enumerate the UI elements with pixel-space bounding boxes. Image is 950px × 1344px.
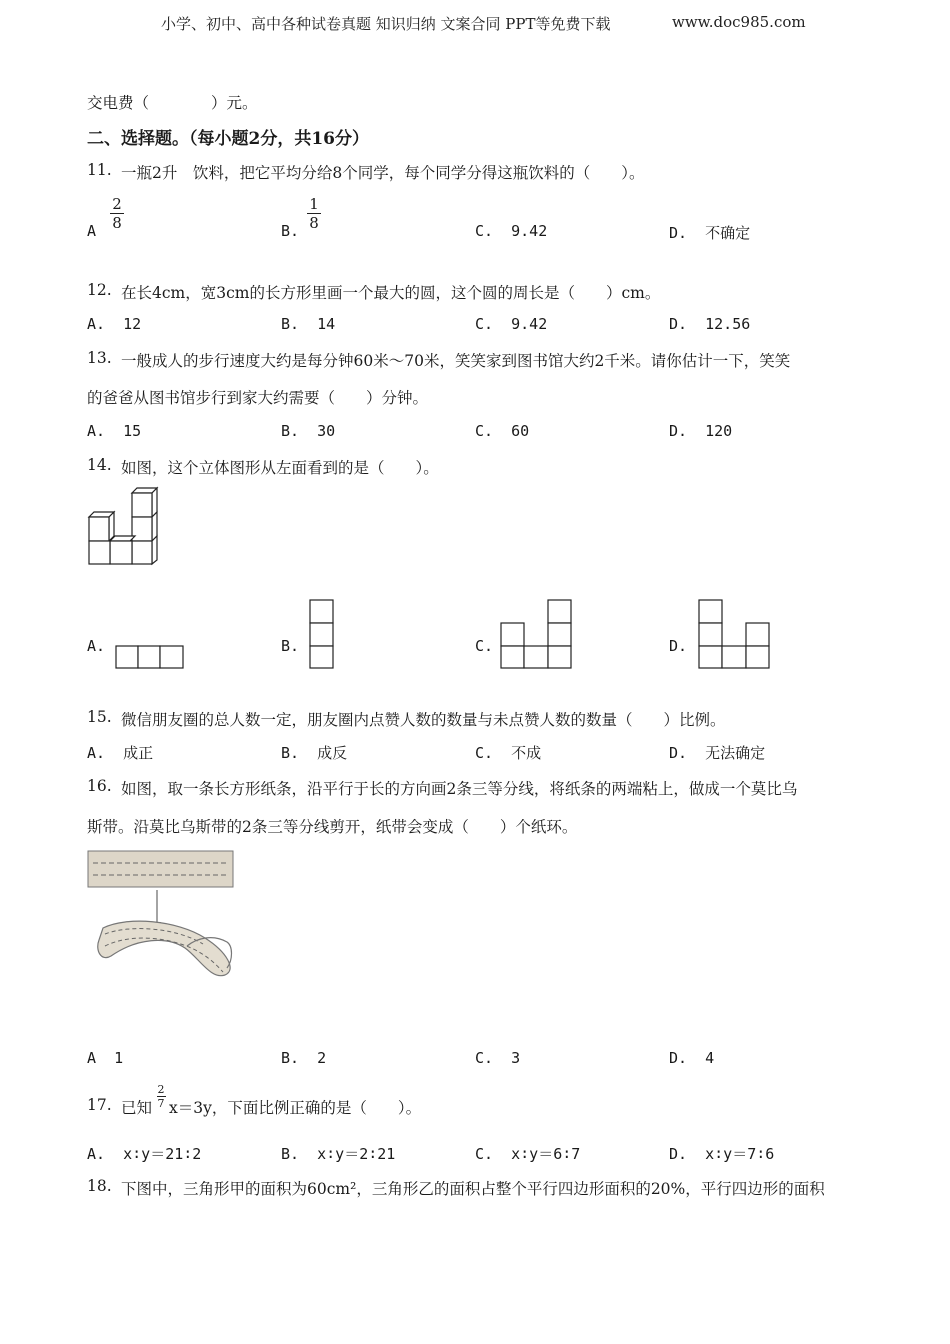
- q14-option-b-figure[interactable]: [309, 599, 335, 670]
- option-label: B.: [281, 315, 300, 333]
- q13-option-a[interactable]: [87, 422, 141, 440]
- option-text: 12: [123, 315, 142, 333]
- option-text: 14: [317, 315, 336, 333]
- q17-text: x＝3y，下面比例正确的是（ ）。: [169, 1099, 422, 1117]
- q12-option-b[interactable]: [281, 315, 335, 333]
- option-label: A.: [87, 744, 106, 762]
- q15-number: 15.: [87, 708, 112, 726]
- option-label: C.: [475, 1145, 494, 1163]
- q17-option-a[interactable]: [87, 1143, 201, 1164]
- option-text: 不确定: [705, 224, 751, 242]
- option-label: D.: [669, 1145, 688, 1163]
- q17-fraction: [155, 1083, 167, 1110]
- q14-option-c-figure[interactable]: [500, 599, 573, 670]
- q13-text-line2: 的爸爸从图书馆步行到家大约需要（ ）分钟。: [87, 389, 429, 407]
- option-text: 120: [705, 422, 733, 440]
- option-text: 9.42: [511, 222, 548, 240]
- q14-option-d-figure[interactable]: [698, 599, 771, 670]
- q16-option-d[interactable]: [669, 1049, 714, 1067]
- top-line: 交电费（ ）元。: [87, 94, 258, 112]
- option-label: A.: [87, 315, 106, 333]
- q11-option-a-fraction[interactable]: [107, 195, 127, 232]
- option-label: B.: [281, 744, 300, 762]
- option-text: 3: [511, 1049, 521, 1067]
- option-text: x∶y＝21∶2: [123, 1145, 202, 1163]
- option-text: 成正: [123, 744, 154, 762]
- q11-option-d[interactable]: [669, 222, 750, 243]
- q13-option-d[interactable]: [669, 422, 732, 440]
- q14-option-d-label[interactable]: D.: [669, 637, 688, 655]
- fraction-numerator: 2: [112, 195, 122, 213]
- option-label: C.: [475, 1049, 494, 1067]
- q18-text: 下图中，三角形甲的面积为60cm²，三角形乙的面积占整个平行四边形面积的20%，平行四边形的面积: [121, 1180, 825, 1198]
- q14-option-a-label[interactable]: A.: [87, 637, 106, 655]
- q15-option-c[interactable]: [475, 742, 541, 763]
- option-label: B.: [281, 1049, 300, 1067]
- option-label: B.: [281, 422, 300, 440]
- q17-option-c[interactable]: [475, 1143, 580, 1164]
- q17-number: 17.: [87, 1096, 112, 1114]
- q15-option-d[interactable]: [669, 742, 765, 763]
- option-text: 30: [317, 422, 336, 440]
- option-label: D.: [669, 224, 688, 242]
- option-label: C.: [475, 744, 494, 762]
- q13-text: 一般成人的步行速度大约是每分钟60米～70米，笑笑家到图书馆大约2千米。请你估计一下，笑笑: [121, 352, 791, 370]
- option-text: 2: [317, 1049, 327, 1067]
- option-text: 15: [123, 422, 142, 440]
- option-label: B.: [281, 1145, 300, 1163]
- q11-option-a-label[interactable]: A: [87, 222, 97, 240]
- option-label: D.: [669, 744, 688, 762]
- option-label: C.: [475, 422, 494, 440]
- fraction-denominator: 8: [309, 214, 319, 232]
- q14-option-a-figure[interactable]: [115, 645, 185, 669]
- header-site[interactable]: www.doc985.com: [672, 13, 806, 31]
- q13-option-b[interactable]: [281, 422, 335, 440]
- option-text: 1: [114, 1049, 124, 1067]
- q16-option-b[interactable]: [281, 1049, 326, 1067]
- q14-option-b-label[interactable]: B.: [281, 637, 300, 655]
- q14-cube-figure: [85, 488, 160, 564]
- option-label: A.: [87, 1145, 106, 1163]
- q11-option-c[interactable]: [475, 222, 547, 240]
- q15-option-b[interactable]: [281, 742, 347, 763]
- fraction-denominator: 7: [157, 1097, 165, 1110]
- q16-option-c[interactable]: [475, 1049, 520, 1067]
- q13-option-c[interactable]: [475, 422, 529, 440]
- section-title: 二、选择题。（每小题2分，共16分）: [87, 129, 369, 149]
- option-text: 无法确定: [705, 744, 766, 762]
- option-text: 成反: [317, 744, 348, 762]
- option-label: A.: [87, 422, 106, 440]
- option-text: 60: [511, 422, 530, 440]
- q14-text: 如图，这个立体图形从左面看到的是（ ）。: [121, 459, 439, 477]
- option-text: x∶y＝6∶7: [511, 1145, 581, 1163]
- q11-option-b-fraction[interactable]: [304, 195, 324, 232]
- q12-option-a[interactable]: [87, 315, 141, 333]
- q16-number: 16.: [87, 777, 112, 795]
- q16-text-line2: 斯带。沿莫比乌斯带的2条三等分线剪开，纸带会变成（ ）个纸环。: [87, 818, 578, 836]
- fraction-numerator: 1: [309, 195, 319, 213]
- option-label: D.: [669, 315, 688, 333]
- option-text: 不成: [511, 744, 542, 762]
- q16-mobius-figure: [87, 850, 237, 980]
- q14-option-c-label[interactable]: C.: [475, 637, 494, 655]
- fraction-denominator: 8: [112, 214, 122, 232]
- q11-text: 一瓶2升 饮料，把它平均分给8个同学，每个同学分得这瓶饮料的（ ）。: [121, 164, 645, 182]
- header-text: 小学、初中、高中各种试卷真题 知识归纳 文案合同 PPT等免费下载: [161, 15, 611, 33]
- option-text: x∶y＝7∶6: [705, 1145, 775, 1163]
- q17-option-d[interactable]: [669, 1143, 774, 1164]
- fraction-numerator: 2: [157, 1083, 165, 1096]
- option-text: x∶y＝2∶21: [317, 1145, 396, 1163]
- q13-number: 13.: [87, 349, 112, 367]
- option-label: A: [87, 1049, 97, 1067]
- q17-pre: 已知: [121, 1099, 153, 1117]
- q17-option-b[interactable]: [281, 1143, 395, 1164]
- q11-option-b-label[interactable]: B.: [281, 222, 300, 240]
- option-label: C.: [475, 222, 494, 240]
- q18-number: 18.: [87, 1177, 112, 1195]
- q12-text: 在长4cm，宽3cm的长方形里画一个最大的圆，这个圆的周长是（ ）cm。: [121, 284, 661, 302]
- q15-option-a[interactable]: [87, 742, 153, 763]
- q15-text: 微信朋友圈的总人数一定，朋友圈内点赞人数的数量与未点赞人数的数量（ ）比例。: [121, 711, 726, 729]
- q14-number: 14.: [87, 456, 112, 474]
- option-text: 4: [705, 1049, 715, 1067]
- option-text: 9.42: [511, 315, 548, 333]
- q12-option-c[interactable]: [475, 315, 547, 333]
- option-label: D.: [669, 1049, 688, 1067]
- option-label: D.: [669, 422, 688, 440]
- q16-text: 如图，取一条长方形纸条，沿平行于长的方向画2条三等分线，将纸条的两端粘上，做成一个莫比乌: [121, 780, 798, 798]
- q12-option-d[interactable]: [669, 315, 750, 333]
- q11-number: 11.: [87, 161, 112, 179]
- option-text: 12.56: [705, 315, 751, 333]
- q16-option-a[interactable]: [87, 1049, 123, 1067]
- q12-number: 12.: [87, 281, 112, 299]
- option-label: C.: [475, 315, 494, 333]
